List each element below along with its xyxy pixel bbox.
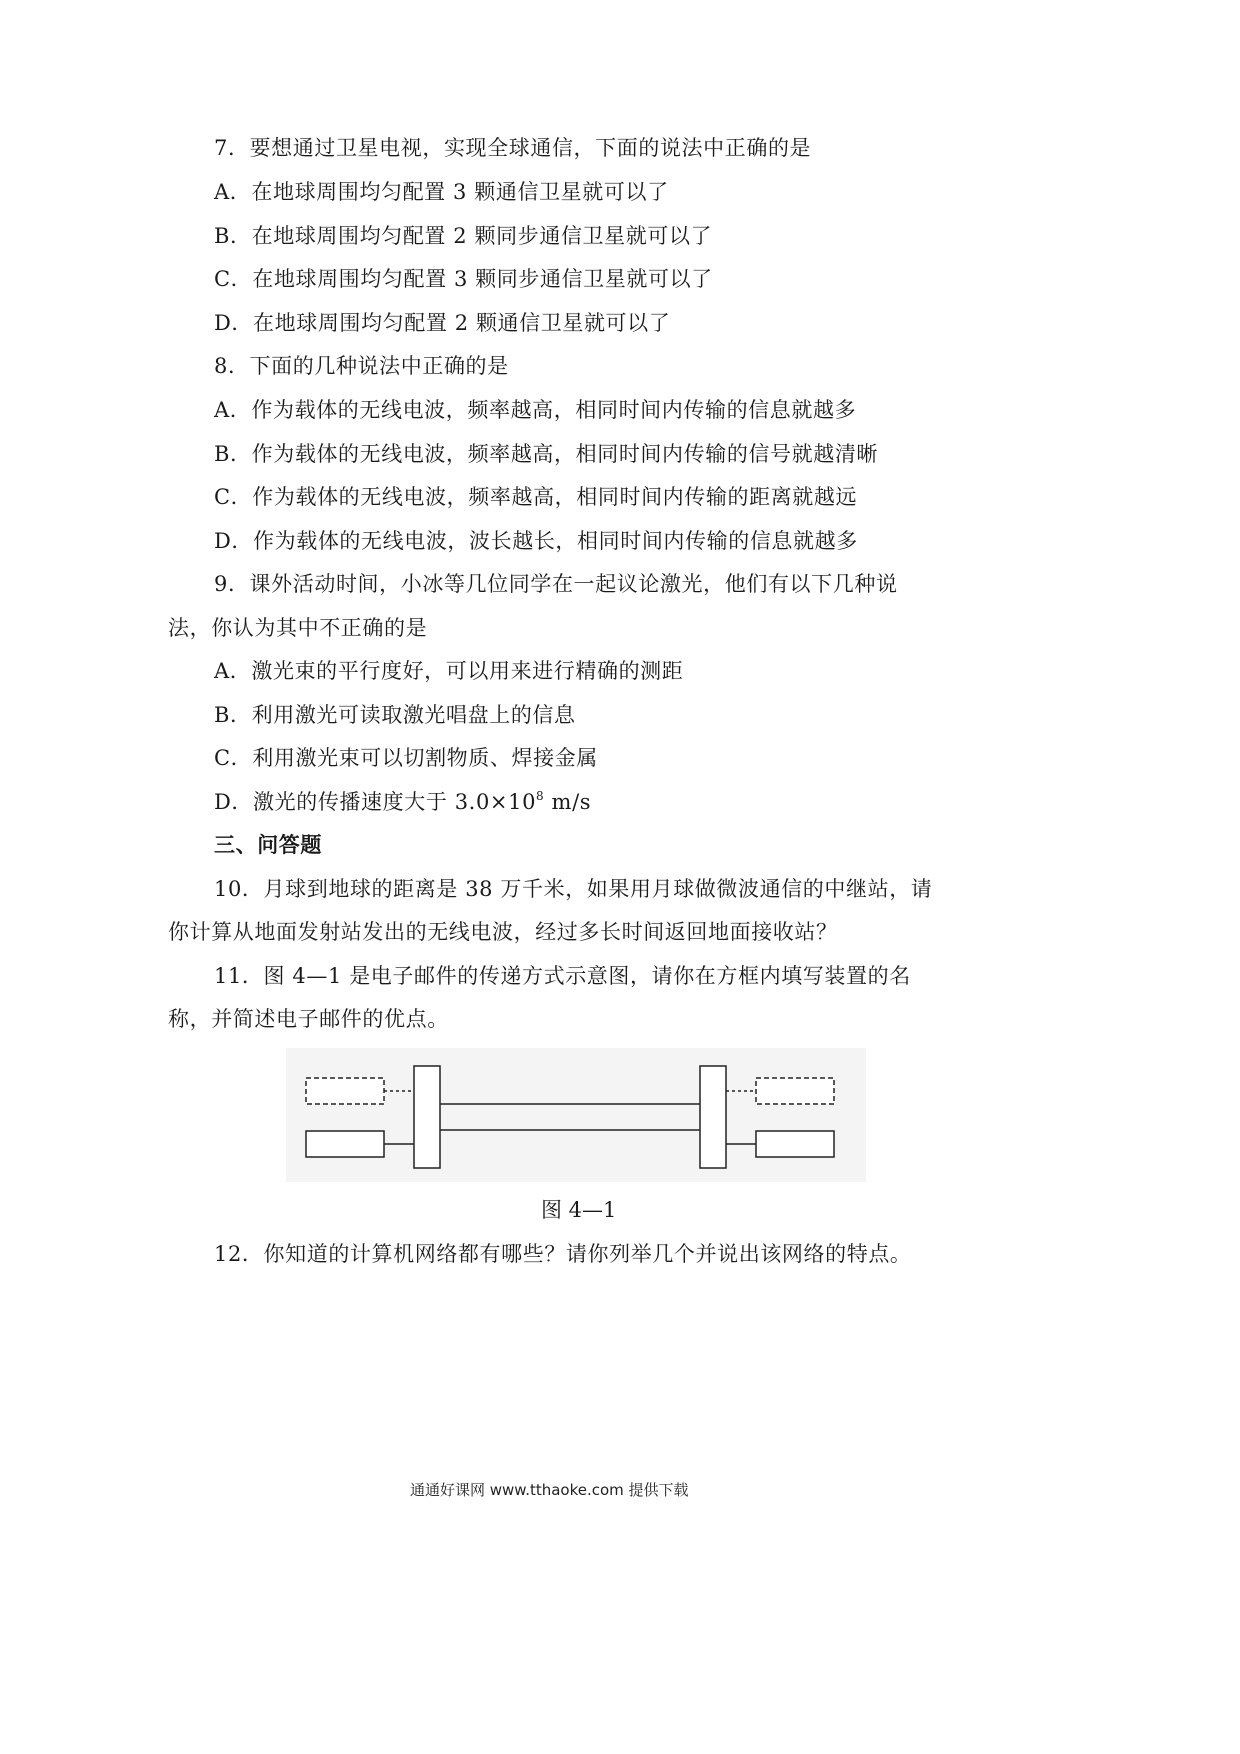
q7-stem: 7．要想通过卫星电视，实现全球通信，下面的说法中正确的是: [214, 136, 812, 160]
q8-option-b: B．作为载体的无线电波，频率越高，相同时间内传输的信号就越清晰: [214, 442, 879, 466]
q8-option-a: A．作为载体的无线电波，频率越高，相同时间内传输的信息就越多: [214, 398, 857, 422]
q8-option-d: D．作为载体的无线电波，波长越长，相同时间内传输的信息就越多: [214, 529, 858, 553]
q9-stem-line2: 法，你认为其中不正确的是: [168, 616, 428, 640]
left-server-box: [414, 1066, 440, 1168]
q9-option-d-exponent: 8: [536, 789, 545, 803]
email-diagram: [286, 1048, 866, 1182]
right-upper-dashed-box: [756, 1078, 834, 1104]
q7-option-c: C．在地球周围均匀配置 3 颗同步通信卫星就可以了: [214, 267, 713, 291]
q9-option-a: A．激光束的平行度好，可以用来进行精确的测距: [214, 659, 684, 683]
q9-option-c: C．利用激光束可以切割物质、焊接金属: [214, 746, 598, 770]
right-server-box: [700, 1066, 726, 1168]
figure-caption: 图 4—1: [541, 1198, 617, 1222]
q9-option-d-suffix: m/s: [544, 790, 592, 814]
q9-option-d: [214, 788, 591, 816]
section-heading: 三、问答题: [214, 832, 322, 857]
q9-option-d-prefix: D．激光的传播速度大于 3.0×10: [214, 790, 537, 814]
q7-option-a: A．在地球周围均匀配置 3 颗通信卫星就可以了: [214, 180, 669, 204]
q12-line1: 12．你知道的计算机网络都有哪些？请你列举几个并说出该网络的特点。: [214, 1242, 912, 1266]
q7-option-b: B．在地球周围均匀配置 2 颗同步通信卫星就可以了: [214, 224, 713, 248]
page-footer: 通通好课网 www.tthaoke.com 提供下载: [410, 1481, 689, 1499]
q10-line2: 你计算从地面发射站发出的无线电波，经过多长时间返回地面接收站？: [168, 920, 838, 944]
q9-stem-line1: 9．课外活动时间，小冰等几位同学在一起议论激光，他们有以下几种说: [214, 572, 898, 596]
right-lower-box: [756, 1131, 834, 1157]
email-diagram-figure: [286, 1048, 866, 1182]
left-upper-dashed-box: [306, 1078, 384, 1104]
q7-option-d: D．在地球周围均匀配置 2 颗通信卫星就可以了: [214, 311, 671, 335]
left-lower-box: [306, 1131, 384, 1157]
q9-option-b: B．利用激光可读取激光唱盘上的信息: [214, 703, 576, 727]
q11-line2: 称，并简述电子邮件的优点。: [168, 1007, 449, 1031]
q8-option-c: C．作为载体的无线电波，频率越高，相同时间内传输的距离就越远: [214, 485, 858, 509]
q10-line1: 10．月球到地球的距离是 38 万千米，如果用月球做微波通信的中继站，请: [214, 877, 933, 901]
q8-stem: 8．下面的几种说法中正确的是: [214, 354, 509, 378]
q11-line1: 11．图 4—1 是电子邮件的传递方式示意图，请你在方框内填写装置的名: [214, 964, 911, 988]
